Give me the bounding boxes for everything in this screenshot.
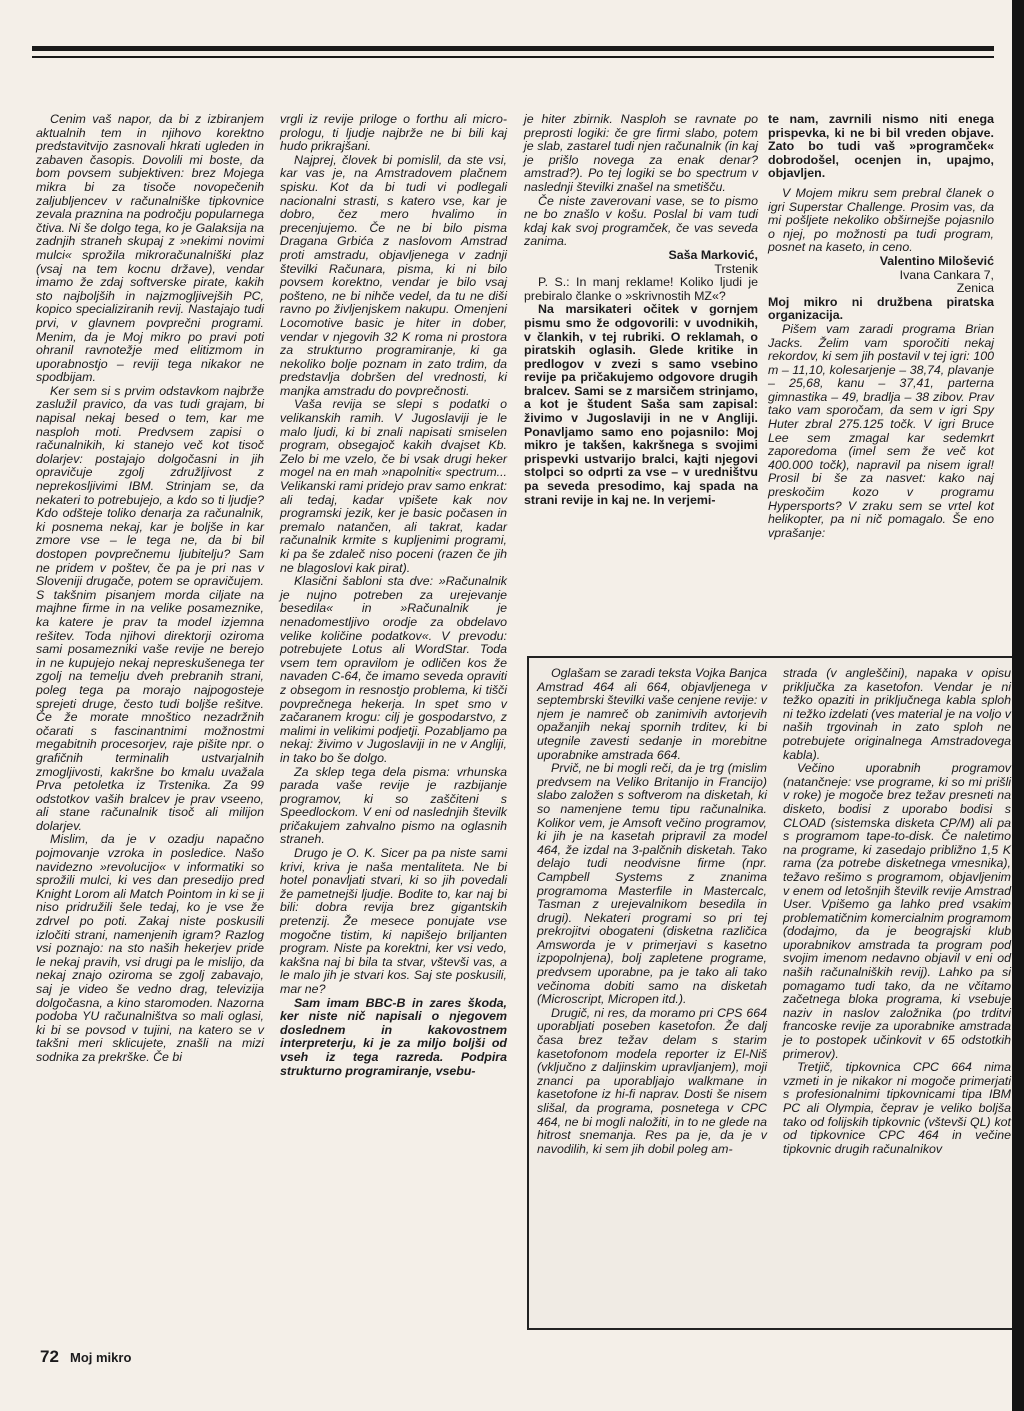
column-1 bbox=[36, 113, 264, 1065]
signature-name: Valentino Milošević bbox=[879, 253, 994, 268]
paragraph: Oglašam se zaradi teksta Vojka Banjca Amstrad 464 ali 664, objavljenega v septembrski številki vaše cenjene revije: v njem je namreč ob zanimivih avtorjevih opažanjih nekaj spornih trditev, ki bi utegnile zavesti sedanje in morebitne uporabnike amstrada 664. bbox=[537, 666, 768, 762]
paragraph: Tretjič, tipkovnica CPC 664 nima vzmeti in je nikakor ni mogoče primerjati s profesionalnimi tipkovnicami tipa IBM PC ali Olympia, čeprav je veliko boljša tako od folijskih tipkovnic (vštevši QL) kot od tipkovnice CPC 464 in večine tipkovnic drugih računalnikov bbox=[783, 1060, 1011, 1156]
paragraph: Prvič, ne bi mogli reči, da je trg (mislim predvsem na Veliko Britanijo in Francijo) slabo založen s softverom na disketah, ki so namenjene temu tipu računalnika. Kolikor vem, je Amsoft večino programov, ki jih je na kasetah pripravil za model 464, že izdal na 3-palčnih disketah. Tako delajo tudi neodvisne firme (npr. Campbell Systems z znanima programoma Masterfile in Mastercalc, Tasman z urejevalnikom besedila in drugi). Nekateri programi so pri tej prekrojitvi obogateni (disketna različica Amsworda je v primerjavi s kasetno izpopolnjena), bolj zapletene programe, predvsem uporabne, pa je tako ali tako večinoma dobiti samo na disketah (Microscript, Micropen itd.). bbox=[537, 761, 767, 1007]
paragraph: Klasični šabloni sta dve: »Računalnik je nujno potreben za urejevanje besedila« in »Računalnik je nenadomestljivo orodje za obdelavo velike količine podatkov«. V prevodu: potrebujete Lotus ali WordStar. Toda vsem tem opravilom je odličen kos že navaden C-64, če imamo seveda opraviti z obsegom in resnostjo problema, ki tišči povprečnega hekerja. In spet smo v začaranem krogu: cilj je gospodarstvo, z malimi in velikimi podjetji. Pozabljamo pa nekaj: živimo v Jugoslaviji in ne v Angliji, in tako bo še dolgo. bbox=[280, 574, 507, 765]
column-3 bbox=[524, 113, 758, 507]
paragraph: Drugič, ni res, da moramo pri CPS 664 uporabljati poseben kasetofon. Že dalj časa brez težav delam s starim kasetofonom modela reporter iz El-Niš (vključno z daljinskim upravljanjem), moji znanci pa uporabljajo walkmane in kasetofone iz hi-fi naprav. Dosti še nisem slišal, da programa, posnetega v CPC 464, ne bi mogli naložiti, in to ne glede na hitrost snemanja. Res pa je, da je v navodilih, ki sem jih dobil poleg am- bbox=[537, 1005, 767, 1156]
paragraph: Drugo je O. K. Sicer pa pa niste sami krivi, kriva je naša mentaliteta. Ne bi hotel ponavljati stvari, ki so jih povedali že pametnejši ljudje. Bodite to, kar naj bi bili: dobra revija brez gigantskih pretenzij. Že mesece ponujate vse mogočne tistim, ki napišejo briljanten program. Niste pa korektni, ker vsi vedo, kakšna naj bi bila ta stvar, vštevši vas, a le malo jih je stvari kos. Saj ste poskusili, mar ne? bbox=[280, 846, 507, 996]
paragraph: Pišem vam zaradi programa Brian Jacks. Želim vam sporočiti nekaj rekordov, ki sem jih postavil v tej igri: 100 m – 11,10, kolesarjenje – 38,74, plavanje – 25,68, kanu – 37,41, parterna gimnastika – 49, bradlja – 38 zibov. Prav tako vam sporočam, da sem v igri Spy Huter zbral 275.125 točk. V igri Bruce Lee sem zmagal kar sedemkrt zaporedoma (imel sem že več kot 400.000 točk), napravil pa nisem igral! Prosil bi še za nasvet: kako naj preskočim kozo v programu Hypersports? V zraku sem se vrtel kot helikopter, pa ni nič pomagalo. Še eno vprašanje: bbox=[768, 321, 994, 540]
paragraph: V Mojem mikru sem prebral članek o igri Superstar Challenge. Prosim vas, da mi pošljete nekoliko obširnejše pojasnilo o njej, po možnosti pa tudi program, posnet na kaseto, in ceno. bbox=[768, 185, 994, 255]
page-number: 72 bbox=[40, 1347, 59, 1366]
editor-reply: Na marsikateri očitek v gornjem pismu smo že odgovorili: v uvodnikih, v člankih, v tej rubriki. O reklamah, o piratskih oglasih. Glede kritike in predlogov v zvezi s samo vsebino revije pa pričakujemo odgovore drugih bralcev. Sami se z marsičem strinjamo, a kot je študent Saša sam zapisal: živimo v Jugoslaviji in ne v Angliji. Ponavljamo samo eno pojasnilo: Moj mikro je takšen, kakršnega s svojimi prispevki ustvarijo bralci, kajti njegovi stolpci so odprti za vse – v uredništvu pa seveda presodimo, kaj spada na strani revije in kaj ne. In verjemi- bbox=[524, 302, 758, 507]
paragraph: Mislim, da je v ozadju napačno pojmovanje vzroka in posledice. Našo navidezno »revolucijo« v informatiki so sprožili mulci, ki ves dan presedijo pred Knight Lorom ali Match Pointom in ki se ji niso pridružili šele tedaj, ko je vse že zdrvel po poti. Zakaj niste poskusili izločiti strani, namenjenih igram? Razlog vsi poznajo: na sto naših hekerjev pride le nekaj pravih, vsi drugi pa le mislijo, da nekaj znajo oziroma se zgolj zabavajo, saj je video še vedno drag, televizija dolgočasna, a kino staromoden. Nazorna podoba YU računalništva so mali oglasi, ki bi se povsod v tujini, na katero se v takšni meri sklicujete, znašli na mizi sodnika za prekrške. Če bi bbox=[36, 832, 264, 1064]
magazine-name: Moj mikro bbox=[70, 1350, 132, 1365]
paragraph: je hiter zbirnik. Nasploh se ravnate po preprosti logiki: če gre firmi slabo, potem je slab, zastarel tudi njen računalnik (in kaj je prišlo novega za enak denar? amstrad?). Po tej logiki se bo spectrum v naslednji številki znašel na smetišču. bbox=[524, 112, 758, 194]
postscript: P. S.: In manj reklame! Koliko ljudi je prebiralo članke o »skrivnostih MZ«? bbox=[524, 275, 758, 303]
signature-name: Saša Marković, bbox=[668, 247, 758, 262]
column-4 bbox=[768, 113, 994, 540]
column-2 bbox=[280, 113, 507, 1078]
box-column-1 bbox=[537, 667, 767, 1156]
signature-town: Zenica bbox=[956, 281, 994, 296]
paragraph: strada (v angleščini), napaka v opisu priključka za kasetofon. Vendar je ni težko opaziti in priključnega kabla sploh ni težko izdelati (ves material je na voljo v naših trgovinah in zato sploh ne potrebujete originalnega Amstradovega kabla). bbox=[783, 666, 1011, 762]
editor-reply-continued: te nam, zavrnili nismo niti enega prispevka, ki ne bi bil vreden objave. Zato bo tudi vaš »programček« dobrodošel, ocenjen in, upajmo, objavljen. bbox=[768, 112, 994, 181]
box-column-2 bbox=[783, 667, 1011, 1156]
paragraph: Vaša revija se slepi s podatki o velikanskih ramih. V Jugoslaviji je le malo ljudi, ki bi znali napisati smiselen program, obsegajoč kakih dvajset Kb. Zelo bi me vzelo, če bi vsak drugi heker mogel na en mah »napolniti« spectrum... Velikanski rami pridejo prav samo enkrat: ali tedaj, kadar vpišete kak nov programski jezik, ker je basic počasen in premalo natančen, ali takrat, kadar računalnik krmite s kupljenimi programi, ki pa še zdaleč niso poceni (razen če jih ne blagoslovi kak pirat). bbox=[280, 397, 507, 575]
paragraph: Najprej, človek bi pomislil, da ste vsi, kar vas je, na Amstradovem plačnem spisku. Kot da bi tudi vi podlegali nacionalni strasti, s katero vse, kar je dobro, čez mero hvalimo in precenjujemo. Če ne bi bilo pisma Dragana Grbića z naslovom Amstrad proti amstradu, objavljenega v zadnji številki Računara, pisma, ki ni bilo povsem korektno, vendar je bilo vsaj pošteno, ne bi nihče vedel, da tu ne diši ravno po življenjskem nakupu. Omenjeni Locomotive basic je hiter in dober, vendar v njegovih 32 K roma ni prostora za strukturno programiranje, ki ga nekoliko bolje poznam in zato trdim, da predstavlja dobršen del vrednosti, ki manjka amstradu do povprečnosti. bbox=[280, 152, 507, 398]
paragraph: Ker sem si s prvim odstavkom najbrže zaslužil pravico, da vas tudi grajam, bi napisal nekaj besed o tem, kar me nasploh moti. Predvsem zapisi o računalnikih, ki stanejo več kot tisoč dolarjev: postajajo dolgočasni in jih opravičuje zgolj združljivost z neprekosljivimi IBM. Strinjam se, da nekateri to potrebujejo, a kdo so ti ljudje? Kdo odšteje toliko denarja za računalnik, ki posnema nekaj, kar je boljše in kar zmore vse – le tega ne, da bi bil dostopen povprečnemu ljubitelju? Sam ne pridem v poštev, če pa je pri nas v Sloveniji drugače, potem se opravičujem. S takšnim pisanjem morda ciljate na majhne firme in na velike posameznike, ka katere je prav ta model izjemna rešitev. Toda njihovi direktorji oziroma sami posamezniki vaše revije ne berejo in ne kupujejo nekaj nepreskušenega ter zgolj na temelju dveh prebranih strani, poleg tega pa morajo najpogosteje sprejeti druge, često tudi boljše rešitve. Če že morate mnoštico nezadržnih očarati s fascinantnimi možnostmi megabitnih procesorjev, raje pišite npr. o grafičnih terminalih ustvarjalnih zmogljivosti, kakršne bo kmalu uvažala Prva petoletka iz Trstenika. Za 99 odstotkov vaših bralcev je prav vseeno, ali stane računalnik tisoč ali milijon dolarjev. bbox=[36, 383, 264, 833]
paragraph: Če niste zaverovani vase, se to pismo ne bo znašlo v košu. Poslal bi vam tudi kdaj kak svoj programček, če vas seveda zanima. bbox=[524, 193, 758, 249]
signature-street: Ivana Cankara 7, bbox=[899, 267, 994, 282]
page-edge-shadow bbox=[1012, 0, 1024, 1411]
top-rule-thick bbox=[32, 46, 994, 51]
section-heading: Moj mikro ni družbena piratska organizacija. bbox=[768, 294, 994, 323]
paragraph: Večino uporabnih programov (natančneje: vse programe, ki so mi prišli v roke) je mogoče brez težav presneti na disketo, bodisi z uporabo bodisi s CLOAD (sistemska disketa CP/M) ali pa s programom tape-to-disk. Če naletimo na programe, ki zasedajo približno 1,5 K rama (za potrebe disketnega vmesnika), težavo rešimo s programom, objavljenim v enem od letošnjih številk revije Amstrad User. Vpišemo ga lahko pred vsakim problematičnim komercialnim programom (dodajmo, da je beograjski klub uporabnikov amstrada ta program pod svojim imenom nedavno objavil v eni od naših računalniških revij). Lahko pa si pomagamo tudi tako, da ne včitamo začetnega bloka programa, ki vsebuje naziv in naslov založnika (po trditvi francoske revije za uporabnike amstrada je to postopek učinkovit v 65 odstotkih primerov). bbox=[783, 761, 1011, 1061]
top-rule-thin bbox=[32, 56, 994, 58]
signature-town: Trstenik bbox=[714, 261, 758, 276]
paragraph: vrgli iz revije priloge o forthu ali micro-prologu, ti ljudje najbrže ne bi bili kaj hudo prikrajšani. bbox=[280, 112, 507, 154]
paragraph: Cenim vaš napor, da bi z izbiranjem aktualnih tem in njihovo korektno predstavitvijo zasnovali hkrati ugleden in zabaven časopis. Dovolili mi boste, da bom povsem subjektiven: brez Mojega mikra bi za tisoče novopečenih zaljubljencev v računalniške tipkovnice zevala praznina na področju popularnega čtiva. Ni še dolgo tega, ko je Galaksija na zadnjih straneh skupaj z »nekimi novimi mulci« sprožila mikroračunalniški plaz (vsaj na tem kocnu države), vendar imamo že zdaj softverske pirate, kakih sto najboljših in najzmogljivejših PC, kopico specializiranih revij. Nastajajo tudi prvi, v glavnem povprečni programi. Menim, da je Moj mikro po pravi poti ohranil ravnotežje med elitizmom in uporabnostjo – reviji tega nikakor ne spodbijam. bbox=[36, 112, 264, 385]
paragraph: Sam imam BBC-B in zares škoda, ker niste nič napisali o njegovem doslednem in kakovostnem interpreterju, ki je za miljo boljši od vseh iz tega razreda. Podpira strukturno programiranje, vsebu- bbox=[280, 995, 507, 1078]
paragraph: Za sklep tega dela pisma: vrhunska parada vaše revije je razbijanje programov, ki so zaščiteni s Speedlockom. V eni od naslednjih številk pričakujem zahvalno pismo na oglasnih straneh. bbox=[280, 764, 507, 847]
